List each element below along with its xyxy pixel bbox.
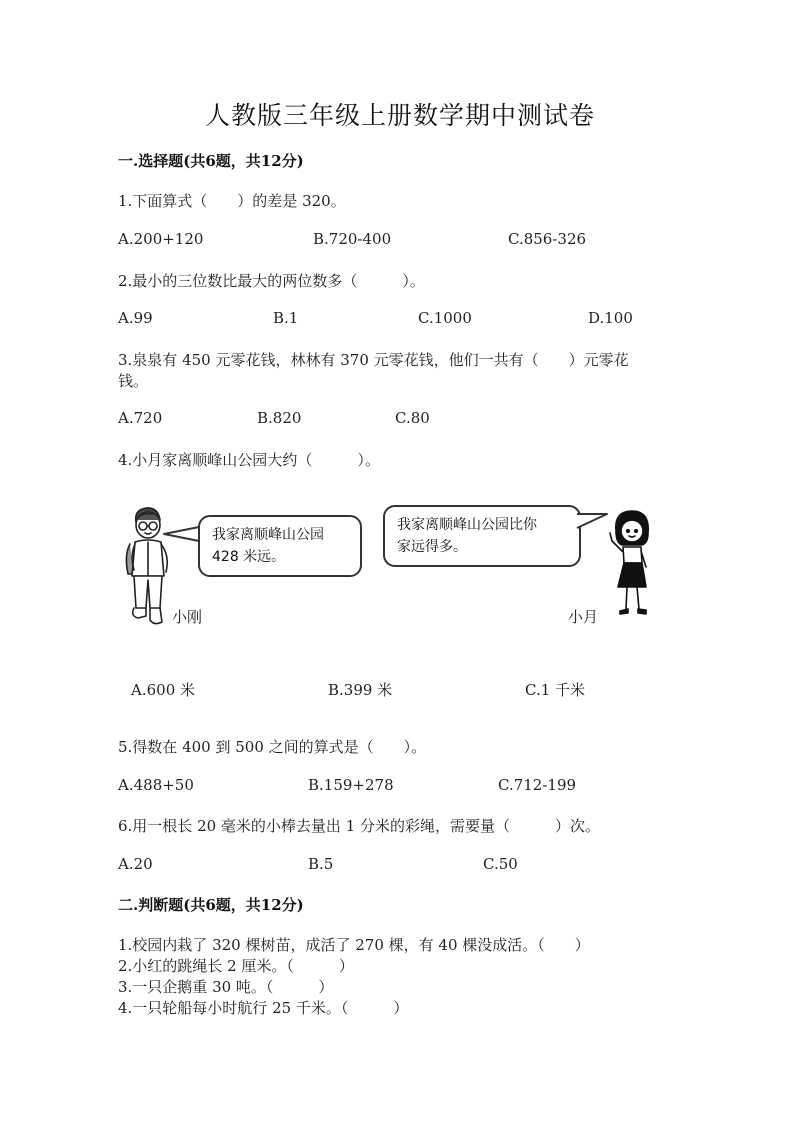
judge-item-4: 4.一只轮船每小时航行 25 千米。（ ）: [118, 999, 409, 1017]
question-6-option-a: A.20: [118, 855, 153, 873]
question-2-option-d: D.100: [588, 309, 633, 327]
question-3-option-c: C.80: [395, 409, 430, 427]
left-character-name: 小刚: [172, 608, 203, 626]
question-4-option-c: C.1 千米: [525, 681, 586, 699]
question-1-stem: 1.下面算式（ ）的差是 320。: [118, 192, 346, 210]
question-3-option-b: B.820: [257, 409, 302, 427]
page-title: 人教版三年级上册数学期中测试卷: [204, 101, 595, 130]
section-heading-judge: 二.判断题(共6题，共12分): [118, 896, 304, 914]
question-4-option-b: B.399 米: [328, 681, 393, 699]
right-character-name: 小月: [568, 608, 599, 626]
right-speech-bubble: [383, 505, 581, 567]
question-5-stem: 5.得数在 400 到 500 之间的算式是（ ）。: [118, 738, 427, 756]
judge-item-2: 2.小红的跳绳长 2 厘米。（ ）: [118, 957, 354, 975]
right-bubble-line2: 家远得多。: [397, 539, 467, 555]
question-2-option-c: C.1000: [418, 309, 472, 327]
question-2-stem: 2.最小的三位数比最大的两位数多（ ）。: [118, 272, 425, 290]
judge-item-1: 1.校园内栽了 320 棵树苗，成活了 270 棵，有 40 棵没成活。（ ）: [118, 936, 590, 954]
question-1-option-a: A.200+120: [118, 230, 204, 248]
left-bubble-line1: 我家离顺峰山公园: [212, 527, 324, 543]
question-1-option-c: C.856-326: [508, 230, 587, 248]
question-2-option-b: B.1: [273, 309, 299, 327]
left-speech-bubble: [198, 515, 362, 577]
question-2-option-a: A.99: [118, 309, 153, 327]
question-4-stem: 4.小月家离顺峰山公园大约（ ）。: [118, 451, 380, 469]
left-bubble-line2: 428 米远。: [212, 549, 286, 565]
girl-illustration: [602, 505, 662, 625]
question-4-option-a: A.600 米: [131, 681, 195, 699]
question-5-option-a: A.488+50: [118, 776, 194, 794]
question-1-option-b: B.720-400: [313, 230, 392, 248]
section-heading-choice: 一.选择题(共6题，共12分): [118, 152, 304, 170]
right-bubble-line1: 我家离顺峰山公园比你: [397, 517, 537, 533]
question-6-option-b: B.5: [308, 855, 334, 873]
judge-item-3: 3.一只企鹅重 30 吨。（ ）: [118, 978, 334, 996]
question-6-option-c: C.50: [483, 855, 518, 873]
question-3-stem-line2: 钱。: [118, 372, 149, 390]
question-5-option-b: B.159+278: [308, 776, 394, 794]
question-5-option-c: C.712-199: [498, 776, 577, 794]
question-6-stem: 6.用一根长 20 毫米的小棒去量出 1 分米的彩绳，需要量（ ）次。: [118, 817, 601, 835]
question-3-stem-line1: 3.泉泉有 450 元零花钱，林林有 370 元零花钱，他们一共有（ ）元零花: [118, 351, 629, 369]
question-3-option-a: A.720: [118, 409, 163, 427]
